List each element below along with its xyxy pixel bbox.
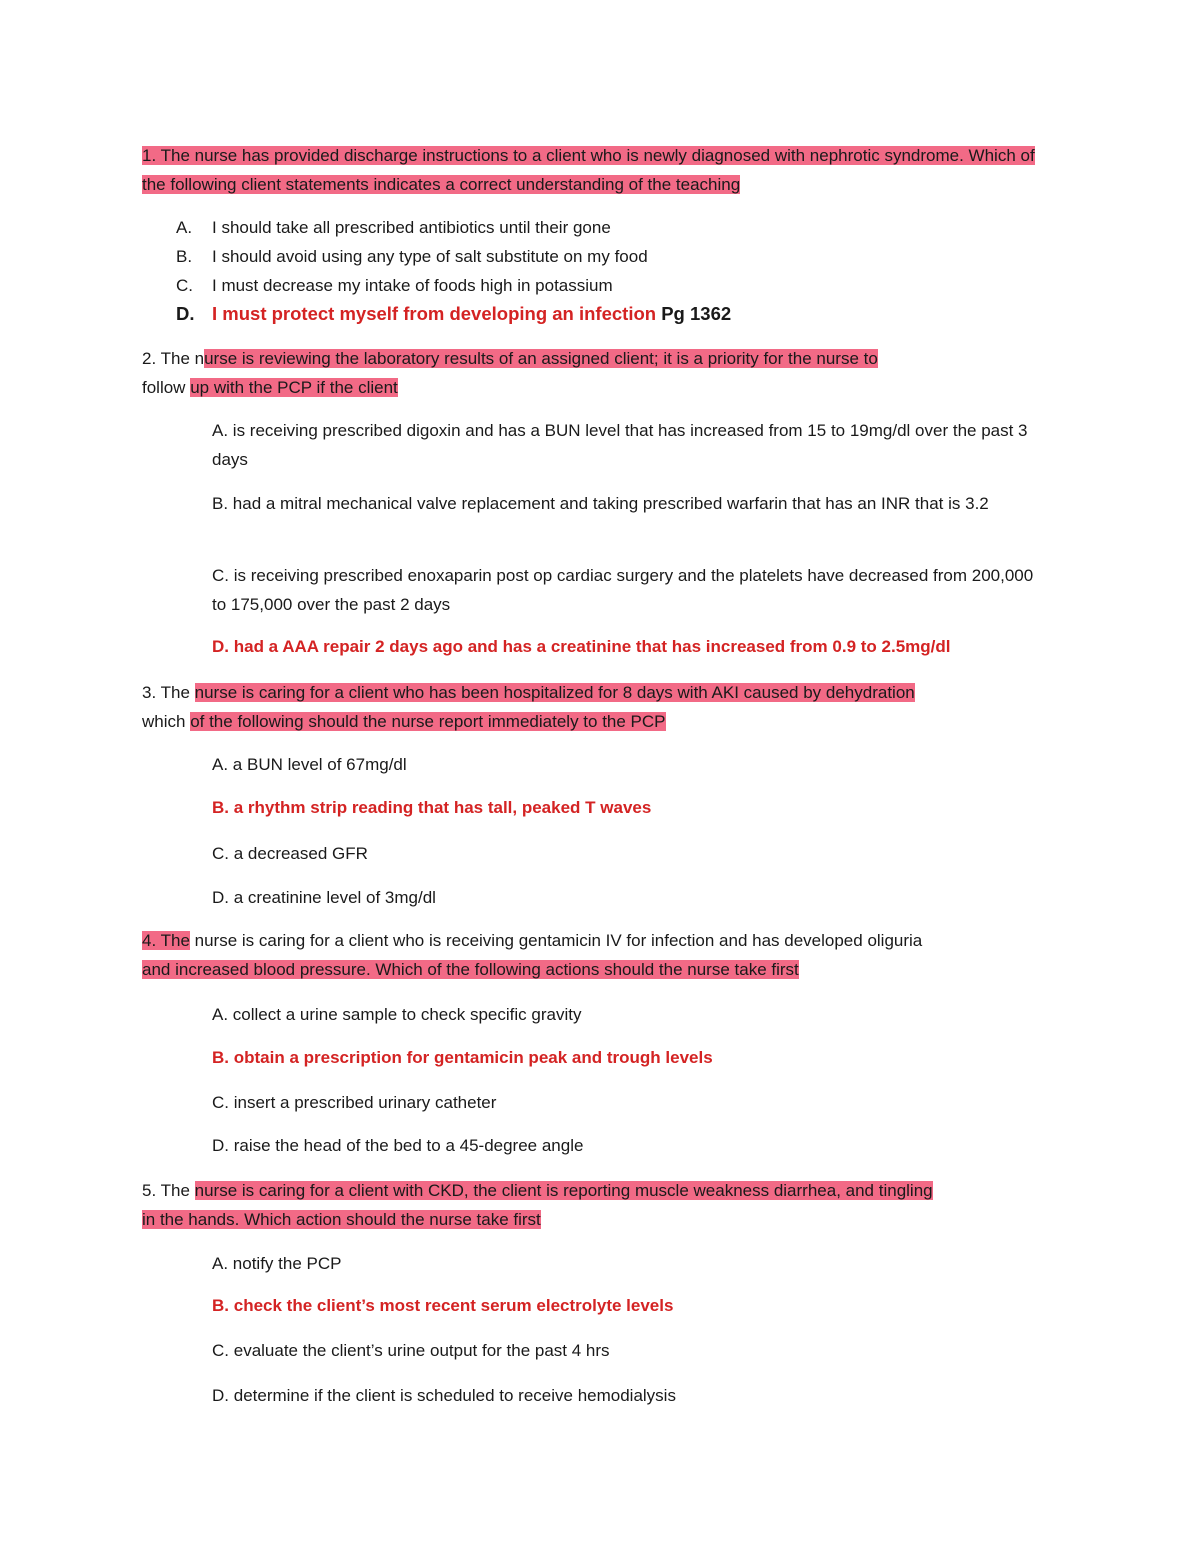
question-2-option-b: B. had a mitral mechanical valve replacement and taking prescribed warfarin that has an INR that is 3.2 [212, 494, 989, 513]
question-2-stem: 2. The nurse is reviewing the laboratory results of an assigned client; it is a priority for the nurse to follow up with the PCP if the client [142, 349, 878, 397]
question-4-option-c: C. insert a prescribed urinary catheter [212, 1093, 497, 1112]
question-2-option-d-answer: D. had a AAA repair 2 days ago and has a creatinine that has increased from 0.9 to 2.5mg/dl [212, 637, 951, 656]
question-3-option-c: C. a decreased GFR [212, 844, 368, 863]
question-1-option-d-answer: D. I must protect myself from developing an infection Pg 1362 [176, 303, 732, 324]
question-2-option-c: C. is receiving prescribed enoxaparin post op cardiac surgery and the platelets have decreased from 200,000 to 175,000 over the past 2 days [212, 566, 1034, 614]
question-1-option-a: A. I should take all prescribed antibiotics until their gone [176, 218, 611, 237]
question-5-option-c: C. evaluate the client’s urine output for the past 4 hrs [212, 1341, 610, 1360]
question-4-stem: 4. The nurse is caring for a client who is receiving gentamicin IV for infection and has developed oliguria and increased blood pressure. Which of the following actions should the nurse take first [142, 931, 923, 979]
question-5-option-d: D. determine if the client is scheduled to receive hemodialysis [212, 1386, 676, 1405]
question-1-stem [142, 141, 1062, 199]
question-5-option-a: A. notify the PCP [212, 1254, 342, 1273]
question-5-stem: 5. The nurse is caring for a client with CKD, the client is reporting muscle weakness diarrhea, and tingling in the hands. Which action should the nurse take first [142, 1181, 933, 1229]
question-4-option-a: A. collect a urine sample to check specific gravity [212, 1005, 582, 1024]
question-3-option-a: A. a BUN level of 67mg/dl [212, 755, 407, 774]
question-3-option-b-answer: B. a rhythm strip reading that has tall, peaked T waves [212, 798, 652, 817]
question-1-option-b: B. I should avoid using any type of salt substitute on my food [176, 247, 648, 266]
question-2-option-a: A. is receiving prescribed digoxin and has a BUN level that has increased from 15 to 19mg/dl over the past 3 days [212, 421, 1028, 469]
question-3-option-d: D. a creatinine level of 3mg/dl [212, 888, 436, 907]
question-5-option-b-answer: B. check the client’s most recent serum electrolyte levels [212, 1296, 674, 1315]
question-1-option-c: C. I must decrease my intake of foods high in potassium [176, 276, 613, 295]
question-1-highlight: 1. The nurse has provided discharge instructions to a client who is newly diagnosed with nephrotic syndrome. Which of the following client statements indicates a correct understanding of the teaching [142, 146, 1035, 194]
question-3-stem: 3. The nurse is caring for a client who has been hospitalized for 8 days with AKI caused by dehydration which of the following should the nurse report immediately to the PCP [142, 683, 915, 731]
question-4-option-d: D. raise the head of the bed to a 45-degree angle [212, 1136, 584, 1155]
question-4-option-b-answer: B. obtain a prescription for gentamicin peak and trough levels [212, 1048, 713, 1067]
page-reference: Pg 1362 [661, 303, 732, 324]
